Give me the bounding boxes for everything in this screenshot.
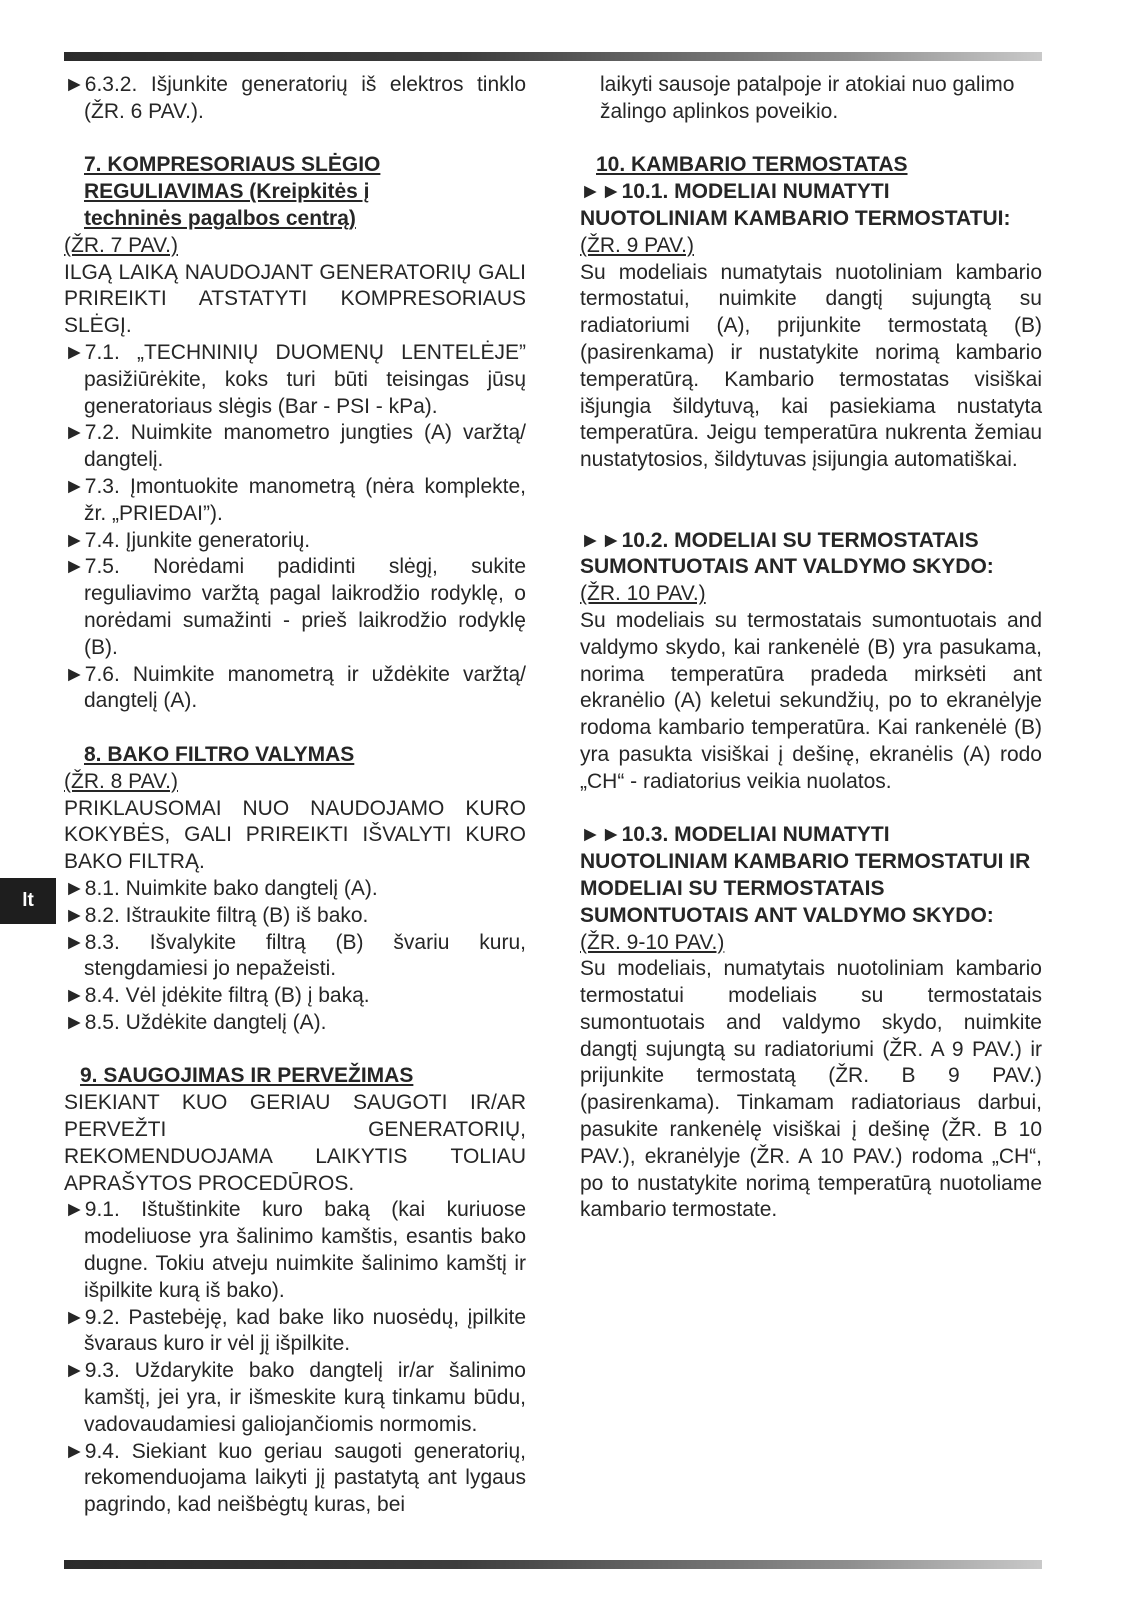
item-7-4: ►7.4. Įjunkite generatorių. xyxy=(64,528,311,552)
right-column xyxy=(580,72,1042,1224)
item-7-2: ►7.2. Nuimkite manometro jungties (A) varžtą/ dangtelį. xyxy=(64,421,526,472)
item-8-1: ►8.1. Nuimkite bako dangtelį (A). xyxy=(64,876,378,900)
subsection-10-1-ref: (ŽR. 9 PAV.) xyxy=(580,233,694,257)
section-9-continued: laikyti sausoje patalpoje ir atokiai nuo galimo žalingo aplinkos poveikio. xyxy=(600,73,1015,123)
subsection-10-2-text: Su modeliais su termostatais sumontuotais and valdymo skydo, kai rankenėlė (B) yra pasukama, norima temperatūra pradeda mirksėti ant ekranėlio (A) keletui sekundžių, po to ekranėlyje rodoma kambario temperatūra. Kai rankenėlė (B) yra pasukta visiškai į dešinę, ekranėlis (A) rodo „CH“ - radiatorius veikia nuolatos. xyxy=(580,608,1042,793)
section-9-intro: SIEKIANT KUO GERIAU SAUGOTI IR/AR PERVEŽTI GENERATORIŲ, REKOMENDUOJAMA LAIKYTIS TOLIAU APRAŠYTOS PROCEDŪROS. xyxy=(64,1091,526,1195)
subsection-10-3-text: Su modeliais, numatytais nuotoliniam kambario termostatui modeliais su termostatais sumontuotais and valdymo skydo, nuimkite dangtį sujungtą su radiatoriumi (ŽR. A 9 PAV.) ir prijunkite termostatą (ŽR. B 9 PAV.) (pasirenkama). Tinkamam radiatoriaus darbui, pasukite rankenėlę visiškai į dešinę (ŽR. B 10 PAV.), ekranėlyje (ŽR. A 10 PAV.) rodoma „CH“, po to nustatykite norimą temperatūrą nuotoliame kambario termostate. xyxy=(580,957,1042,1222)
item-8-2: ►8.2. Ištraukite filtrą (B) iš bako. xyxy=(64,903,369,927)
section-7-heading: 7. KOMPRESORIAUS SLĖGIO REGULIAVIMAS (Kreipkitės į techninės pagalbos centrą) xyxy=(84,153,381,230)
bottom-rule xyxy=(64,1560,1042,1569)
item-8-4: ►8.4. Vėl įdėkite filtrą (B) į baką. xyxy=(64,984,370,1008)
language-tab: lt xyxy=(0,878,56,924)
item-8-5: ►8.5. Uždėkite dangtelį (A). xyxy=(64,1010,327,1034)
top-rule xyxy=(64,52,1042,61)
left-column xyxy=(64,72,526,1519)
subsection-10-3-ref: (ŽR. 9-10 PAV.) xyxy=(580,930,725,954)
item-8-3: ►8.3. Išvalykite filtrą (B) švariu kuru, stengdamiesi jo nepažeisti. xyxy=(64,930,526,981)
subsection-10-1-text: Su modeliais numatytais nuotoliniam kambario termostatui, nuimkite dangtį sujungtą su radiatoriumi (A), prijunkite termostatą (B) (pasirenkama) ir nustatykite norimą kambario temperatūrą. Kambario termostatas visiškai išjungia šildytuvą, kai pasiekiama nustatyta temperatūra. Jeigu temperatūra nukrenta žemiau nustatytosios, šildytuvas įsijungia automatiškai. xyxy=(580,260,1042,472)
section-10-heading: 10. KAMBARIO TERMOSTATAS xyxy=(596,153,908,177)
subsection-10-2-ref: (ŽR. 10 PAV.) xyxy=(580,582,706,606)
section-8-intro: PRIKLAUSOMAI NUO NAUDOJAMO KURO KOKYBĖS, GALI PRIREIKTI IŠVALYTI KURO BAKO FILTRĄ. xyxy=(64,796,526,874)
subsection-10-2-title: ►►10.2. MODELIAI SU TERMOSTATAIS SUMONTUOTAIS ANT VALDYMO SKYDO: xyxy=(580,528,994,579)
section-8-ref: (ŽR. 8 PAV.) xyxy=(64,769,178,793)
item-9-1: ►9.1. Ištuštinkite kuro baką (kai kuriuose modeliuose yra šalinimo kamštis, esantis bako dugne. Tokiu atveju nuimkite šalinimo kamštį ir išpilkite kurą iš bako). xyxy=(64,1198,526,1302)
item-7-3: ►7.3. Įmontuokite manometrą (nėra komplekte, žr. „PRIEDAI”). xyxy=(64,474,526,525)
item-7-5: ►7.5. Norėdami padidinti slėgį, sukite reguliavimo varžtą pagal laikrodžio rodyklę, o norėdami sumažinti - prieš laikrodžio rodyklę (B). xyxy=(64,555,526,659)
section-8-heading: 8. BAKO FILTRO VALYMAS xyxy=(84,742,355,766)
item-9-2: ►9.2. Pastebėję, kad bake liko nuosėdų, įpilkite švaraus kuro ir vėl jį išpilkite. xyxy=(64,1305,526,1356)
item-7-6: ►7.6. Nuimkite manometrą ir uždėkite varžtą/ dangtelį (A). xyxy=(64,662,526,713)
item-9-3: ►9.3. Uždarykite bako dangtelį ir/ar šalinimo kamštį, jei yra, ir išmeskite kurą tinkamu būdu, vadovaudamiesi galiojančiomis normomis. xyxy=(64,1359,526,1436)
subsection-10-1-title: ►►10.1. MODELIAI NUMATYTI NUOTOLINIAM KAMBARIO TERMOSTATUI: xyxy=(580,180,1011,230)
item-7-1: ►7.1. „TECHNINIŲ DUOMENŲ LENTELĖJE” pasižiūrėkite, koks turi būti teisingas jūsų generatoriaus slėgis (Bar - PSI - kPa). xyxy=(64,340,526,418)
section-7-intro: ILGĄ LAIKĄ NAUDOJANT GENERATORIŲ GALI PRIREIKTI ATSTATYTI KOMPRESORIAUS SLĖGĮ. xyxy=(64,260,526,338)
item-6-3-2: ►6.3.2. Išjunkite generatorių iš elektros tinklo (ŽR. 6 PAV.). xyxy=(64,73,526,123)
subsection-10-3-title: ►►10.3. MODELIAI NUMATYTI NUOTOLINIAM KAMBARIO TERMOSTATUI IR MODELIAI SU TERMOSTATAIS SUMONTUOTAIS ANT VALDYMO SKYDO: xyxy=(580,823,1031,927)
item-9-4: ►9.4. Siekiant kuo geriau saugoti generatorių, rekomenduojama laikyti jį pastatytą ant lygaus pagrindo, kad neišbėgtų kuras, bei xyxy=(64,1439,526,1517)
section-9-heading: 9. SAUGOJIMAS IR PERVEŽIMAS xyxy=(80,1064,414,1088)
section-7-ref: (ŽR. 7 PAV.) xyxy=(64,233,178,257)
